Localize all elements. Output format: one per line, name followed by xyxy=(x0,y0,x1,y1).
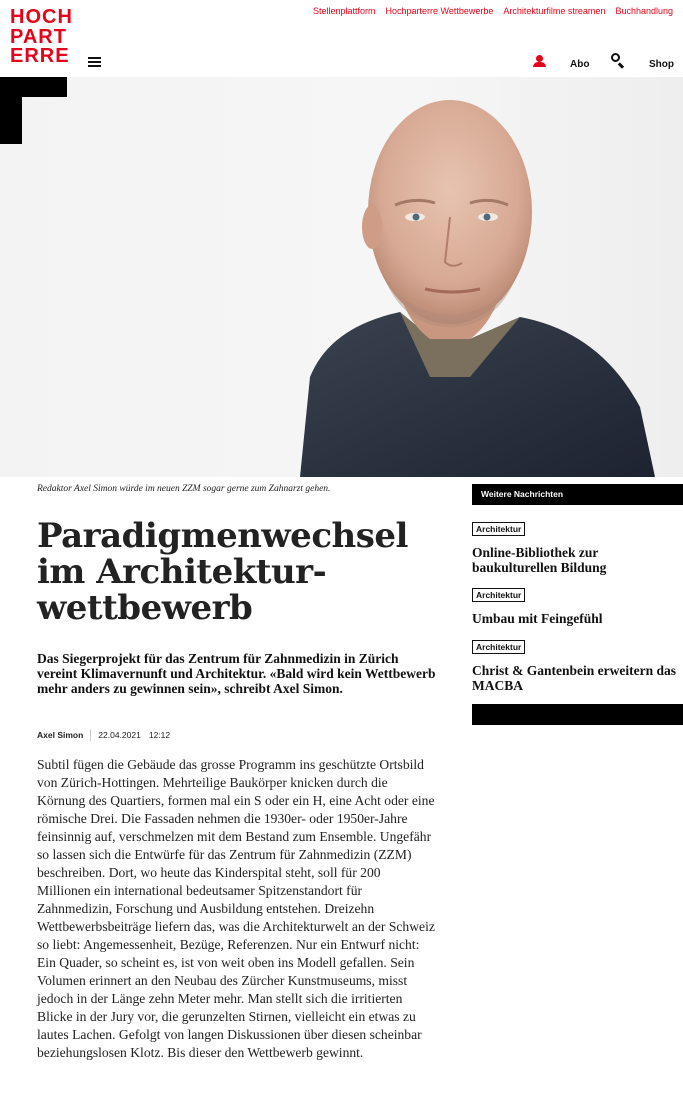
topnav-wettbewerbe[interactable]: Hochparterre Wettbewerbe xyxy=(385,6,494,16)
corner-mark xyxy=(0,77,67,144)
logo-line: ERRE xyxy=(10,45,70,67)
article-body: Subtil fügen die Gebäude das grosse Programm ins geschützte Ortsbild von Zürich-Hottingen. Mehrteilige Baukörper knicken durch die Körnung des Quartiers, formen mal ein S oder ein H, eine Acht oder eine römische Drei. Die Fassaden nehmen die 1930er- oder 1950er-Jahre feinsinnig auf, verschmelzen mit dem Bestand zum Ensemble. Ungefähr so lassen sich die Entwürfe für das Zentrum für Zahnmedizin (ZZM) beschreiben. Dort, wo heute das Kinderspital steht, soll für 200 Millionen ein international bedeutsamer Spitzenstandort für Zahnmedizin, Forschung und Ausbildung entstehen. Dreizehn Wettbewerbsbeiträge liefern das, was die Architekturwelt an der Schweiz so liebt: Angemessenheit, Bezüge, Referenzen. Nur ein Entwurf nicht: Ein Quader, so scheint es, ist von weit oben ins Modell gefallen. Sein Volumen erinnert an den Neubau des Zürcher Kunstmuseums, misst jedoch in der Länge zehn Meter mehr. Man stellt sich die irritierten Blicke in der Jury vor, die gerunzelten Stirnen, vielleicht ein etwas zu lautes Lachen. Gefolgt von langen Diskussionen über diesen scheinbar beziehungslosen Klotz. Bis dieser den Wettbewerb gewinnt. xyxy=(37,757,435,1060)
sidebar-heading: Weitere Nachrichten xyxy=(472,484,683,505)
site-logo[interactable] xyxy=(10,8,72,67)
news-title[interactable]: Christ & Gantenbein erweitern das MACBA xyxy=(472,663,676,693)
logo-line: HOCH xyxy=(10,6,73,28)
news-item[interactable] xyxy=(472,585,683,626)
top-navigation xyxy=(313,6,673,16)
sidebar-footer-bar xyxy=(472,704,683,725)
site-header xyxy=(0,0,683,77)
news-title[interactable]: Online-Bibliothek zur baukulturellen Bildung xyxy=(472,545,607,575)
hamburger-menu-icon[interactable] xyxy=(88,57,101,67)
abo-link[interactable]: Abo xyxy=(570,59,590,70)
topnav-architekturfilme[interactable]: Architekturfilme streamen xyxy=(503,6,606,16)
image-caption: Redaktor Axel Simon würde im neuen ZZM sogar gerne zum Zahnarzt gehen. xyxy=(37,484,331,494)
news-title[interactable]: Umbau mit Feingefühl xyxy=(472,611,603,626)
user-icon[interactable] xyxy=(533,55,546,68)
byline-divider xyxy=(90,729,91,741)
portrait-photo xyxy=(0,77,683,477)
topnav-stellenplattform[interactable]: Stellenplattform xyxy=(312,6,376,16)
article-lead: Das Siegerprojekt für das Zentrum für Zahnmedizin in Zürich vereint Klimavernunft und Architektur. «Bald wird kein Wettbewerb mehr anders zu gewinnen sein», schreibt Axel Simon. xyxy=(37,651,436,696)
publish-time: 12:12 xyxy=(148,730,171,740)
shop-link[interactable]: Shop xyxy=(649,59,674,70)
news-item[interactable] xyxy=(472,637,683,693)
hero-image xyxy=(0,77,683,477)
news-tag[interactable]: Architektur xyxy=(472,588,525,602)
logo-line: PART xyxy=(10,25,67,48)
article-title: Paradigmenwechsel im Architektur-wettbewerb xyxy=(37,516,408,628)
search-icon[interactable] xyxy=(611,53,625,67)
topnav-buchhandlung[interactable]: Buchhandlung xyxy=(615,6,673,16)
byline xyxy=(37,729,170,741)
author-name[interactable]: Axel Simon xyxy=(37,730,84,740)
news-tag[interactable]: Architektur xyxy=(472,640,525,654)
publish-date: 22.04.2021 xyxy=(98,730,141,740)
news-item[interactable] xyxy=(472,519,683,575)
news-tag[interactable]: Architektur xyxy=(472,522,525,536)
